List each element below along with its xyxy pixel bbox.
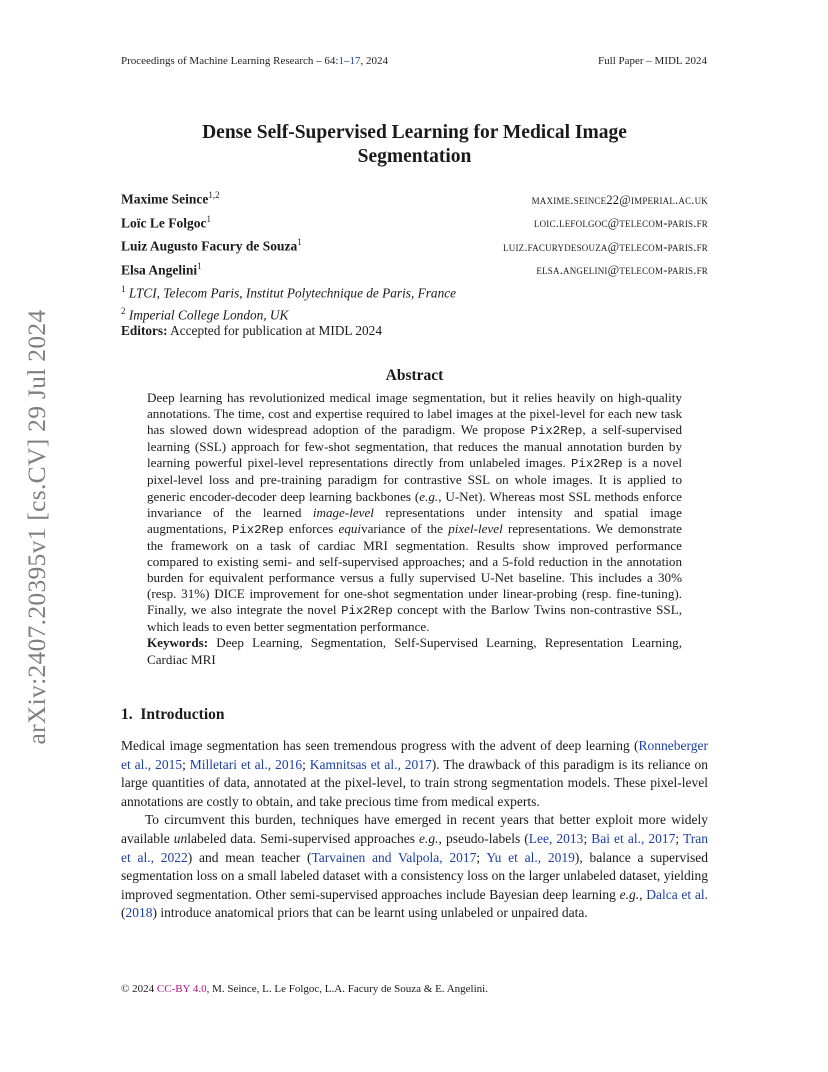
paragraph: Medical image segmentation has seen tremendous progress with the advent of deep learning (Ronneberger et al., 2015; Milletari et al., 2016; Kamnitsas et al., 2017). The drawback of this paradigm is its reliance on large quantities of data, annotated at the pixel-level, to train strong segmentation models. These pixel-level annotations are costly to obtain, and take precious time from medical experts.: [121, 738, 708, 809]
section-heading: 1. Introduction: [121, 706, 225, 723]
method-name: Pix2Rep: [341, 604, 393, 619]
citation-year-link[interactable]: 2018: [125, 905, 153, 921]
method-name: Pix2Rep: [231, 522, 284, 537]
affiliation: $^2$ Imperial College London, UK: [121, 306, 289, 323]
abstract-heading: Abstract: [385, 367, 444, 384]
author-row: Maxime Seince$^{1,2}$ maxime.seince22@imperial.ac.uk: [121, 186, 708, 210]
citation-link[interactable]: Yu et al., 2019: [486, 849, 575, 865]
citation-link[interactable]: Tran et al., 2022: [121, 830, 708, 865]
author-block: [121, 186, 708, 325]
introduction-body: [121, 737, 708, 923]
citation-link[interactable]: Ronneberger et al., 2015: [121, 738, 708, 772]
author-email[interactable]: loic.lefolgoc@telecom-paris.fr: [533, 216, 708, 230]
running-header-left: Proceedings of Machine Learning Research – 64:1–17, 2024: [121, 55, 388, 67]
author-row: Elsa Angelini$^1$ elsa.angelini@telecom-paris.fr: [121, 257, 708, 281]
author-email[interactable]: elsa.angelini@telecom-paris.fr: [536, 263, 708, 277]
license-link[interactable]: CC-BY 4.0: [156, 983, 207, 995]
editors-note: Editors: Accepted for publication at MIDL 2024: [121, 323, 382, 338]
author-email[interactable]: luiz.facurydesouza@telecom-paris.fr: [503, 239, 708, 254]
author-email[interactable]: maxime.seince22@imperial.ac.uk: [531, 192, 708, 207]
citation-link[interactable]: Dalca et al.: [646, 886, 708, 902]
citation-link[interactable]: Milletari et al., 2016: [189, 756, 303, 772]
author-row: Loïc Le Folgoc$^1$ loic.lefolgoc@telecom-paris.fr: [121, 210, 708, 234]
author-row: Luiz Augusto Facury de Souza$^1$ luiz.facurydesouza@telecom-paris.fr: [121, 233, 708, 257]
arxiv-identifier: arXiv:2407.20395v1 [cs.CV] 29 Jul 2024: [22, 309, 51, 745]
citation-link[interactable]: Tarvainen and Valpola, 2017: [311, 849, 477, 865]
citation-link[interactable]: Bai et al., 2017: [591, 830, 676, 846]
method-name: Pix2Rep: [530, 424, 583, 439]
citation-link[interactable]: Kamnitsas et al., 2017: [309, 756, 432, 772]
paper-title: Dense Self-Supervised Learning for Medical Image Segmentation: [202, 122, 627, 167]
keywords: Keywords: Deep Learning, Segmentation, Self-Supervised Learning, Representation Learning, Cardiac MRI: [147, 635, 682, 667]
author-name: Loïc Le Folgoc: [121, 215, 207, 230]
author-name: Elsa Angelini: [121, 262, 198, 277]
page-start-link[interactable]: 1: [338, 55, 344, 67]
citation-link[interactable]: Lee, 2013: [528, 830, 584, 846]
license-footer: © 2024 CC-BY 4.0, M. Seince, L. Le Folgoc, L.A. Facury de Souza & E. Angelini.: [121, 983, 488, 995]
paragraph: To circumvent this burden, techniques have emerged in recent years that better exploit more widely available unlabeled data. Semi-supervised approaches e.g., pseudo-labels (Lee, 2013; Bai et al., 2017; Tran et al., 2022) and mean teacher (Tarvainen and Valpola, 2017; Yu et al., 2019), balance a supervised segmentation loss on a small labeled dataset with a consistency loss on the larger unlabeled dataset, yielding improved segmentation. Other semi-supervised approaches include Bayesian deep learning e.g., Dalca et al. (2018) introduce anatomical priors that can be learnt using unlabeled or unpaired data.: [121, 812, 708, 921]
running-header-right: Full Paper – MIDL 2024: [598, 55, 707, 67]
author-name: Luiz Augusto Facury de Souza: [121, 238, 298, 254]
author-name: Maxime Seince: [121, 191, 209, 207]
affiliation: $^1$ LTCI, Telecom Paris, Institut Polytechnique de Paris, France: [121, 284, 457, 301]
page-end-link[interactable]: 17: [349, 55, 361, 67]
method-name: Pix2Rep: [571, 457, 623, 472]
abstract-body: Deep learning has revolutionized medical image segmentation, but it relies heavily on high-quality annotations. The time, cost and expertise required to label images at the pixel-level for each new task has slowed down widespread adoption of the paradigm. We propose Pix2Rep, a self-supervised learning (SSL) approach for few-shot segmentation, that reduces the manual annotation burden by learning powerful pixel-level representations directly from unlabeled images. Pix2Rep is a novel pixel-level loss and pre-training paradigm for contrastive SSL on whole images. It is applied to generic encoder-decoder deep learning backbones (e.g., U-Net). Whereas most SSL methods enforce invariance of the learned image-level representations under intensity and spatial image augmentations, Pix2Rep enforces equivariance of the pixel-level representations. We demonstrate the framework on a task of cardiac MRI segmentation. Results show improved performance compared to existing semi- and self-supervised approaches; and a 5-fold reduction in the annotation burden for equivalent performance versus a fully supervised U-Net baseline. This includes a 30% (resp. 31%) DICE improvement for one-shot segmentation under linear-probing (resp. fine-tuning). Finally, we also integrate the novel Pix2Rep concept with the Barlow Twins non-contrastive SSL, which leads to even better segmentation performance. Keywords: Deep Learning, Segmentation, Self-Supervised Learning, Representation Learning, Cardiac MRI: [147, 390, 682, 667]
